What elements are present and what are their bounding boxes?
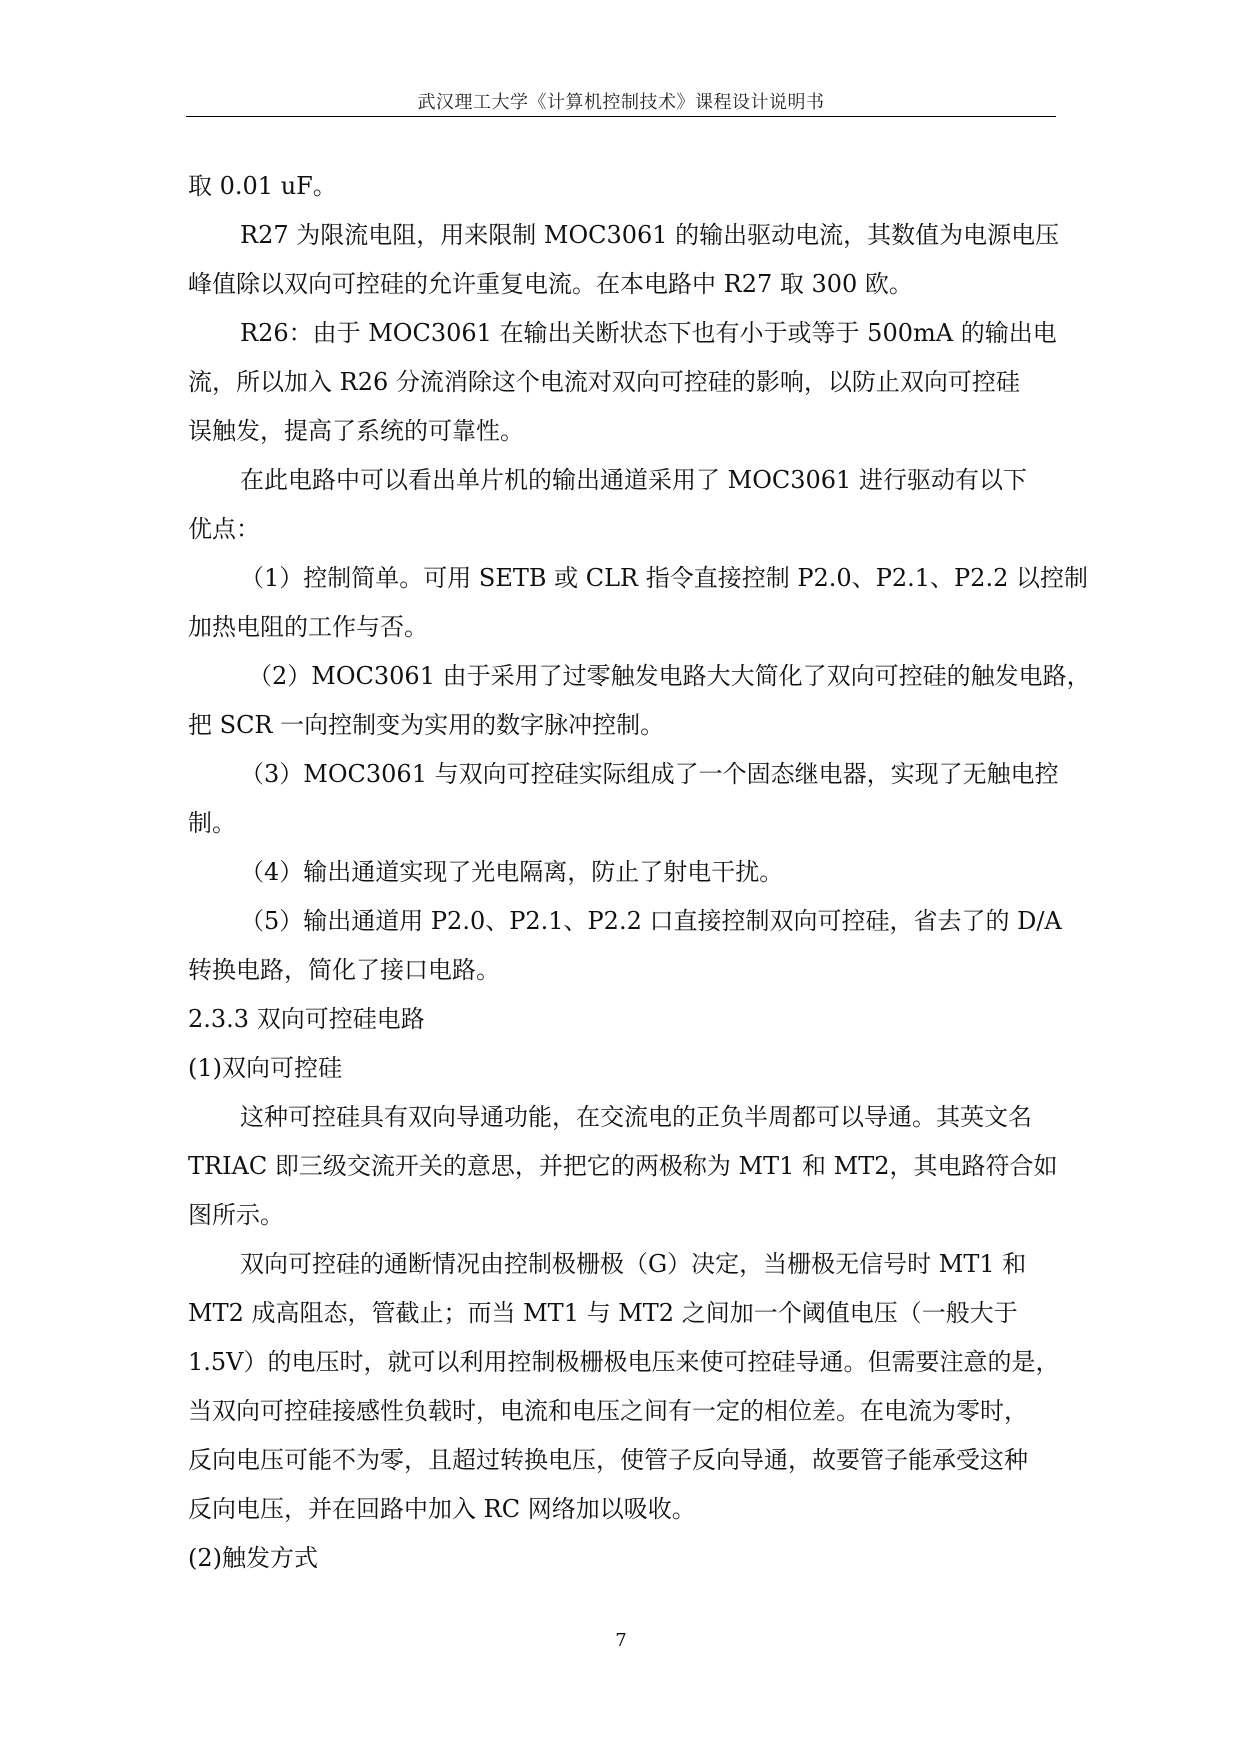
body-line: R27 为限流电阻，用来限制 MOC3061 的输出驱动电流，其数值为电源电压 [240, 221, 1060, 249]
list-item-2: （2）MOC3061 由于采用了过零触发电路大大简化了双向可控硅的触发电路， [248, 662, 1091, 690]
body-line: 这种可控硅具有双向导通功能，在交流电的正负半周都可以导通。其英文名 [240, 1103, 1032, 1131]
header-divider [186, 116, 1056, 117]
body-line: 反向电压可能不为零，且超过转换电压，使管子反向导通，故要管子能承受这种 [188, 1446, 1028, 1474]
body-line: 制。 [188, 809, 236, 837]
list-item-3: （3）MOC3061 与双向可控硅实际组成了一个固态继电器，实现了无触电控 [240, 760, 1059, 788]
subsection-heading: (2)触发方式 [188, 1544, 318, 1572]
body-line: 图所示。 [188, 1201, 284, 1229]
list-item-5: （5）输出通道用 P2.0、P2.1、P2.2 口直接控制双向可控硅，省去了的 D/A [240, 907, 1062, 935]
list-item-1: （1）控制简单。可用 SETB 或 CLR 指令直接控制 P2.0、P2.1、P2.2 以控制 [240, 564, 1088, 592]
document-body [188, 162, 1091, 1583]
body-line: R26：由于 MOC3061 在输出关断状态下也有小于或等于 500mA 的输出电 [240, 319, 1057, 347]
subsection-heading: (1)双向可控硅 [188, 1054, 342, 1082]
body-line: 转换电路，简化了接口电路。 [188, 956, 500, 984]
body-line: 反向电压，并在回路中加入 RC 网络加以吸收。 [188, 1495, 696, 1523]
body-line: 优点： [188, 515, 260, 543]
body-line: 流，所以加入 R26 分流消除这个电流对双向可控硅的影响，以防止双向可控硅 [188, 368, 1020, 396]
body-line: 加热电阻的工作与否。 [188, 613, 428, 641]
body-line: 误触发，提高了系统的可靠性。 [188, 417, 524, 445]
body-line: 在此电路中可以看出单片机的输出通道采用了 MOC3061 进行驱动有以下 [240, 466, 1027, 494]
section-heading: 2.3.3 双向可控硅电路 [188, 1005, 425, 1033]
list-item-4: （4）输出通道实现了光电隔离，防止了射电干扰。 [240, 858, 784, 886]
body-line: MT2 成高阻态，管截止；而当 MT1 与 MT2 之间加一个阈值电压（一般大于 [188, 1299, 1018, 1327]
body-line: 当双向可控硅接感性负载时，电流和电压之间有一定的相位差。在电流为零时， [188, 1397, 1028, 1425]
body-line: 把 SCR 一向控制变为实用的数字脉冲控制。 [188, 711, 665, 739]
body-line: TRIAC 即三级交流开关的意思，并把它的两极称为 MT1 和 MT2，其电路符合如 [188, 1152, 1058, 1180]
running-header: 武汉理工大学《计算机控制技术》课程设计说明书 [417, 92, 825, 113]
body-line: 双向可控硅的通断情况由控制极栅极（G）决定，当栅极无信号时 MT1 和 [240, 1250, 1027, 1278]
body-line: 取 0.01 uF。 [188, 172, 337, 200]
body-line: 1.5V）的电压时，就可以利用控制极栅极电压来使可控硅导通。但需要注意的是， [188, 1348, 1060, 1376]
body-line: 峰值除以双向可控硅的允许重复电流。在本电路中 R27 取 300 欧。 [188, 270, 913, 298]
page-number: 7 [615, 1630, 627, 1651]
